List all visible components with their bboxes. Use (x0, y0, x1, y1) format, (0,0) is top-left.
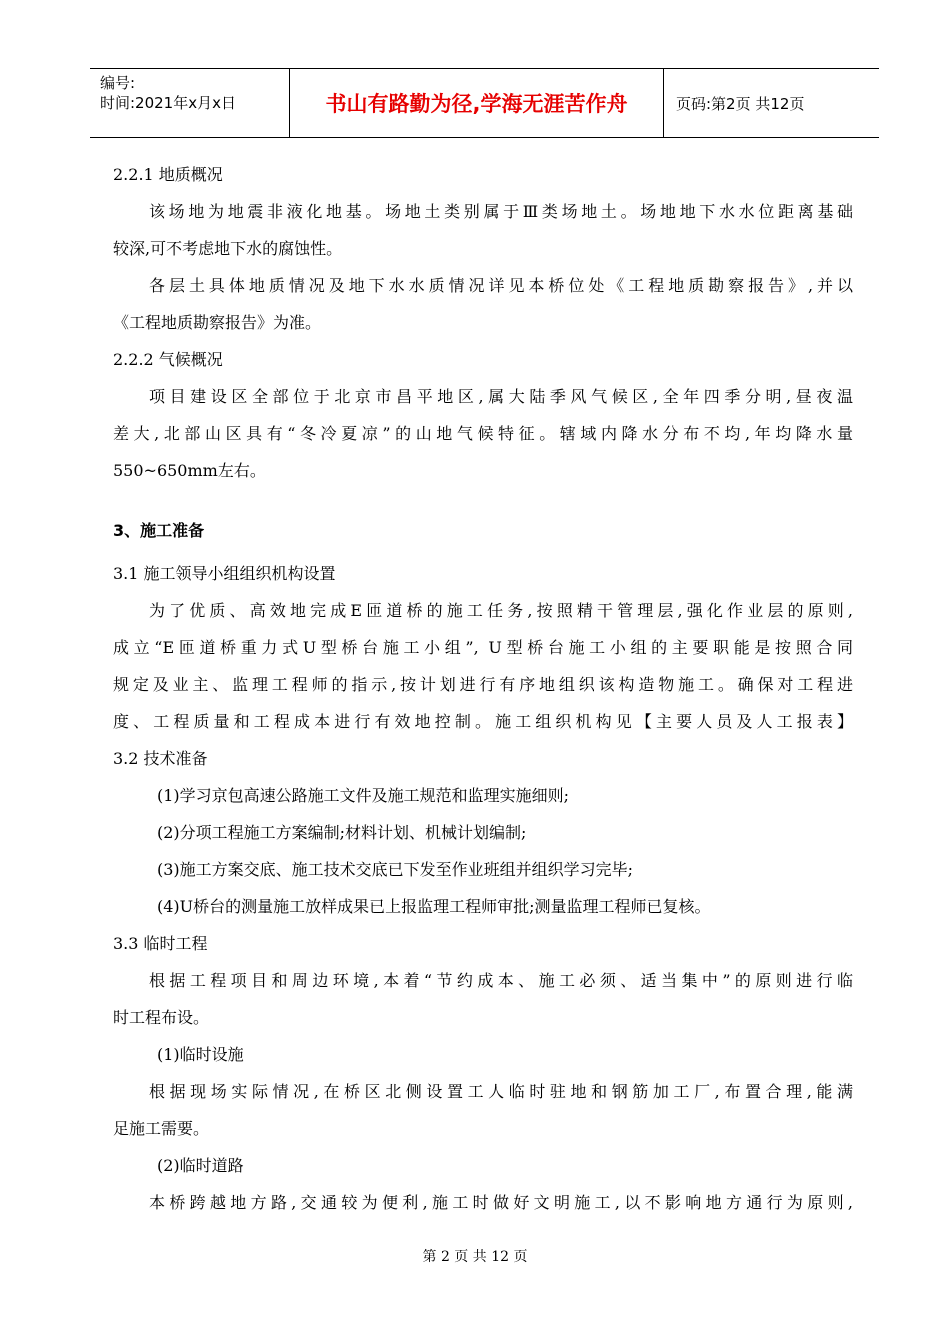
paragraph-line: 为了优质、高效地完成E匝道桥的施工任务,按照精干管理层,强化作业层的原则, (149, 601, 853, 620)
paragraph-line: 成立“E匝道桥重力式U型桥台施工小组”, U型桥台施工小组的主要职能是按照合同 (113, 638, 853, 657)
header-motto-cell (290, 69, 664, 137)
paragraph-line: 根据工程项目和周边环境,本着“节约成本、施工必须、适当集中”的原则进行临 (149, 971, 853, 990)
paragraph-line: 本桥跨越地方路,交通较为便利,施工时做好文明施工,以不影响地方通行为原则, (149, 1193, 853, 1212)
motto: 书山有路勤为径,学海无涯苦作舟 (325, 92, 628, 116)
section-3-2-title: 3.2 技术准备 (113, 749, 208, 768)
section-3-3-title: 3.3 临时工程 (113, 934, 208, 953)
paragraph-line: 足施工需要。 (113, 1119, 210, 1138)
list-item: (2)分项工程施工方案编制;材料计划、机械计划编制; (157, 823, 527, 842)
section-3-1-title: 3.1 施工领导小组组织机构设置 (113, 564, 336, 583)
document-body (113, 156, 853, 1221)
list-item: (1)学习京包高速公路施工文件及施工规范和监理实施细则; (157, 786, 570, 805)
list-item: (4)U桥台的测量施工放样成果已上报监理工程师审批;测量监理工程师已复核。 (157, 897, 711, 916)
paragraph-line: 550~650mm左右。 (113, 461, 266, 480)
subsection-title: (2)临时道路 (157, 1156, 244, 1175)
list-item: (3)施工方案交底、施工技术交底已下发至作业班组并组织学习完毕; (157, 860, 634, 879)
subsection-title: (1)临时设施 (157, 1045, 244, 1064)
number-label: 编号: (100, 74, 136, 92)
paragraph-line: 度、工程质量和工程成本进行有效地控制。施工组织机构见【主要人员及人工报表】 (113, 712, 853, 731)
paragraph-line: 根据现场实际情况,在桥区北侧设置工人临时驻地和钢筋加工厂,布置合理,能满 (149, 1082, 853, 1101)
section-2-2-1-title: 2.2.1 地质概况 (113, 165, 223, 184)
page-header (90, 68, 879, 138)
paragraph-line: 差大,北部山区具有“冬冷夏凉”的山地气候特征。辖域内降水分布不均,年均降水量 (113, 424, 853, 443)
paragraph-line: 较深,可不考虑地下水的腐蚀性。 (113, 239, 343, 258)
section-2-2-2-title: 2.2.2 气候概况 (113, 350, 223, 369)
paragraph-line: 该场地为地震非液化地基。场地土类别属于Ⅲ类场地土。场地地下水水位距离基础 (149, 202, 853, 221)
paragraph-line: 《工程地质勘察报告》为准。 (113, 313, 322, 332)
time-label: 时间:2021年x月x日 (100, 94, 236, 112)
paragraph-line: 各层土具体地质情况及地下水水质情况详见本桥位处《工程地质勘察报告》,并以 (149, 276, 853, 295)
page-footer: 第 2 页 共 12 页 (422, 1249, 528, 1265)
paragraph-line: 项目建设区全部位于北京市昌平地区,属大陆季风气候区,全年四季分明,昼夜温 (149, 387, 853, 406)
header-page-info: 页码:第2页 共12页 (676, 94, 805, 113)
section-3-heading: 3、施工准备 (113, 521, 205, 540)
paragraph-line: 规定及业主、监理工程师的指示,按计划进行有序地组织该构造物施工。确保对工程进 (113, 675, 853, 694)
paragraph-line: 时工程布设。 (113, 1008, 210, 1027)
header-meta (90, 69, 290, 137)
